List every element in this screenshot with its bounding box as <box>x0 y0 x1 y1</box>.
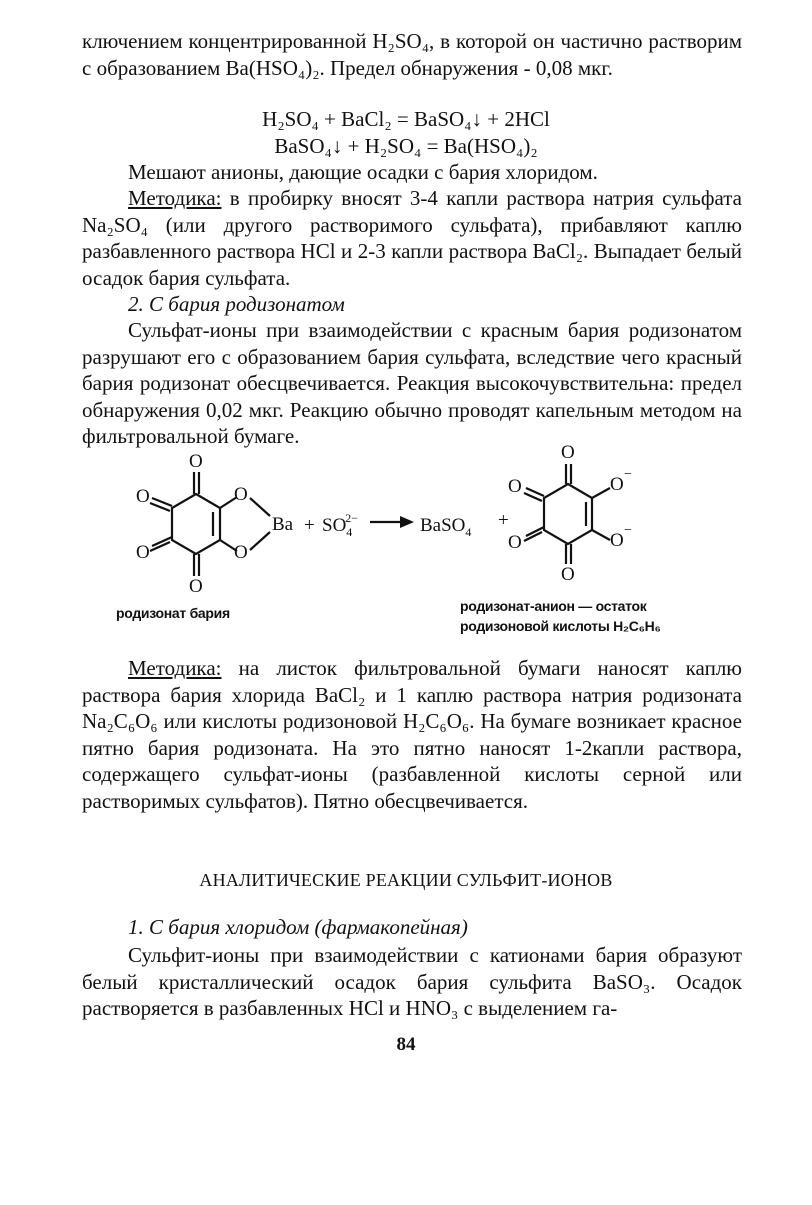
right-o-top: O <box>561 442 575 463</box>
charge-bottom: − <box>624 523 632 538</box>
method-label: Методика: <box>128 186 222 210</box>
right-o-upper-left: O <box>508 476 522 497</box>
left-o-lower-left: O <box>136 542 150 563</box>
right-o-anion-top: O <box>610 474 624 495</box>
charge-top: − <box>624 467 632 482</box>
paragraph-method-2 <box>82 655 742 814</box>
subsection-title-rhodizonate: 2. С бария родизонатом <box>128 292 345 316</box>
paragraph-method-1 <box>82 185 742 291</box>
paragraph-rhodizonate: Сульфат-ионы при взаимодействии с красным бария родизонатом разрушают его с образованием бария сульфата, вследствие чего красный бария родизонат обесцвечивается. Реакция высокочувствительна: предел обнаружения 0,02 мкг. Реакцию обычно проводят капельным методом на фильтровальной бумаге. <box>82 318 742 448</box>
equation-2: BaSO₄↓ + H₂SO₄ = Ba(HSO₄)₂ <box>274 134 538 158</box>
method-text: в пробирку вносят 3-4 капли раствора натрия сульфата Na₂SO₄ (или другого растворимого сульфата), прибавляют каплю разбавленного раствора HCl и 2-3 капли раствора BaCl₂. Выпадает белый осадок бария сульфата. <box>82 186 742 290</box>
barium-label: Ba <box>272 514 294 535</box>
equation-1: H₂SO₄ + BaCl₂ = BaSO₄↓ + 2HCl <box>262 107 550 131</box>
paragraph-sulfite: Сульфит-ионы при взаимодействии с катионами бария образуют белый кристаллический осадок бария сульфита BaSO₃. Осадок растворяется в разбавленных HCl и HNO₃ с выделением га- <box>82 943 742 1020</box>
method-label-2: Методика: <box>128 656 222 680</box>
left-o-bridge-bottom: O <box>234 542 248 563</box>
paragraph-interference: Мешают анионы, дающие осадки с бария хлоридом. <box>128 160 598 184</box>
caption-anion-line-1: родизонат-анион — остаток <box>460 598 647 614</box>
subsection-title-barium-chloride: 1. С бария хлоридом (фармакопейная) <box>128 915 468 939</box>
page-number: 84 <box>396 1034 416 1055</box>
barium-sulfate-product: BaSO$_4$ <box>420 515 472 539</box>
method-text-2: на листок фильтровальной бумаги наносят каплю раствора бария хлорида BaCl₂ и 1 каплю раствора натрия родизоната Na₂C₆O₆ или кислоты родизоновой H₂C₆O₆. На бумаге возникает красное пятно бария родизоната. На это пятно наносят 1-2капли раствора, содержащего сульфат-ионы (разбавленной кислоты серной или растворимых сульфатов). Пятно обесцвечивается. <box>82 656 742 813</box>
sulfate-ion: $SO_42-$ <box>322 511 359 539</box>
left-o-bridge-top: O <box>234 484 248 505</box>
left-o-upper-left: O <box>136 486 150 507</box>
left-o-bottom: O <box>189 576 203 597</box>
section-heading-sulfite: АНАЛИТИЧЕСКИЕ РЕАКЦИИ СУЛЬФИТ-ИОНОВ <box>199 870 613 890</box>
caption-anion-line-2: родизоновой кислоты H₂C₆H₆ <box>460 618 661 634</box>
right-o-bottom: O <box>561 564 575 585</box>
left-o-top: O <box>189 451 203 472</box>
paragraph-continuation: ключением концентрированной H₂SO₄, в которой он частично растворим с образованием Ba(HSO₄)₂. Предел обнаружения - 0,08 мкг. <box>82 29 742 80</box>
right-o-lower-left: O <box>508 532 522 553</box>
right-o-anion-bottom: O <box>610 530 624 551</box>
caption-barium-rhodizonate: родизонат бария <box>116 605 230 621</box>
plus-1: + <box>304 515 315 536</box>
plus-2: + <box>498 510 509 531</box>
